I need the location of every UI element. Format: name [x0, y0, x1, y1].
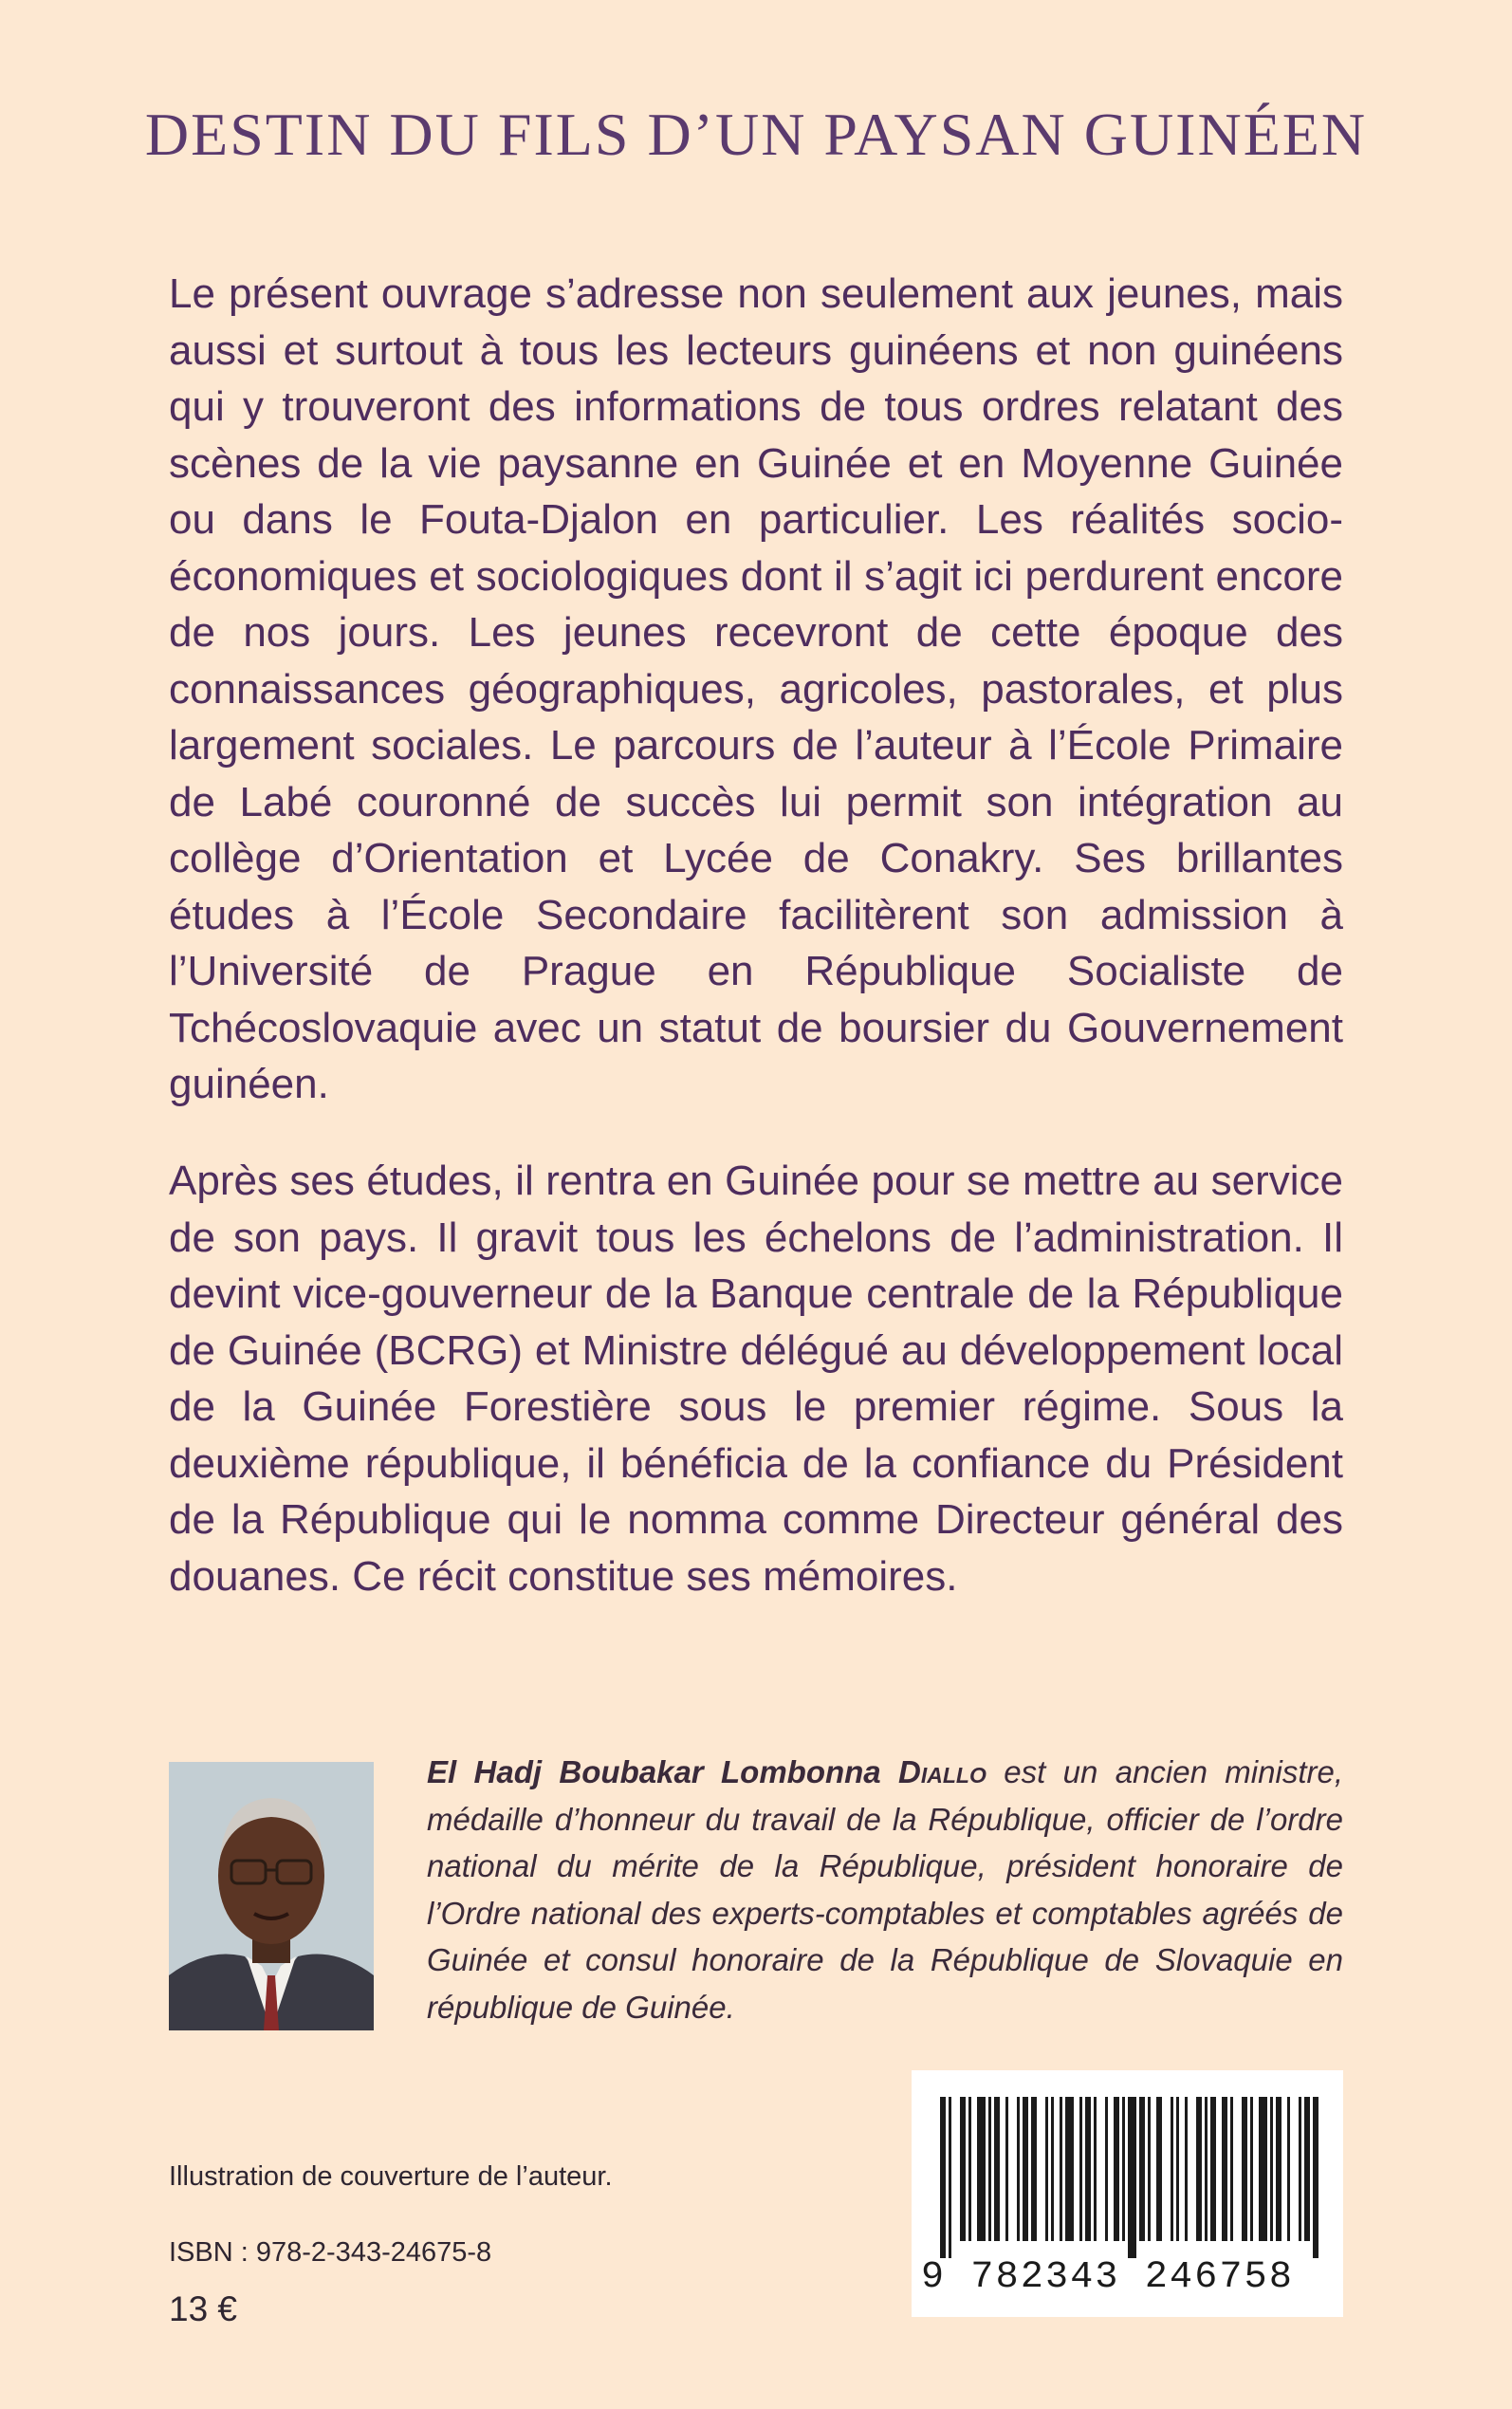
- barcode-bar: [1128, 2097, 1136, 2258]
- barcode-bar: [1313, 2097, 1318, 2258]
- barcode-bar: [1210, 2097, 1216, 2241]
- barcode-bar: [994, 2097, 1000, 2241]
- barcode-bar: [1031, 2097, 1037, 2241]
- author-bio-text: est un ancien ministre, médaille d’honneur du travail de la République, officier de l’ordre national du mérite de la République, président honoraire de l’Ordre national des experts-comptables et comptables agréés de Guinée et consul honoraire de la République de Slovaquie en république de Guinée.: [427, 1754, 1343, 2025]
- barcode-bar: [1122, 2097, 1125, 2241]
- barcode-bar: [1171, 2097, 1173, 2241]
- author-name: El Hadj Boubakar Lombonna: [427, 1754, 899, 1789]
- barcode-bar: [1060, 2097, 1062, 2241]
- barcode-bar: [1017, 2097, 1020, 2241]
- blurb-paragraph-2: Après ses études, il rentra en Guinée pour se mettre au service de son pays. Il gravit tous les échelons de l’administration. Il devint vice-gouverneur de la Banque centrale de la République de Guinée (BCRG) et Ministre délégué au développement local de la Guinée Forestière sous le premier régime. Sous la deuxième république, il bénéficia de la confiance du Président de la République qui le nomma comme Directeur général des douanes. Ce récit constitue ses mémoires.: [169, 1158, 1343, 1600]
- blurb-paragraph-1: Le présent ouvrage s’adresse non seulement aux jeunes, mais aussi et surtout à tous les lecteurs guinéens et non guinéens qui y trouveront des informations de tous ordres relatant des scènes de la vie paysanne en Guinée et en Moyenne Guinée ou dans le Fouta-Djalon en particulier. Les réalités socio-économiques et sociologiques dont il s’agit ici perdurent encore de nos jours. Les jeunes recevront de cette époque des connaissances géographiques, agricoles, pastorales, et plus largement sociales. Le parcours de l’auteur à l’École Primaire de Labé couronné de succès lui permit son intégration au collège d’Orientation et Lycée de Conakry. Ses brillantes études à l’École Secondaire facilitèrent son admission à l’Université de Prague en République Socialiste de Tchécoslovaquie avec un statut de boursier du Gouvernement guinéen.: [169, 270, 1343, 1107]
- barcode-bar: [1148, 2097, 1151, 2241]
- author-surname: Diallo: [898, 1754, 986, 1789]
- barcode-bar: [968, 2097, 971, 2241]
- barcode-bar: [1299, 2097, 1301, 2241]
- barcode-bar: [1176, 2097, 1179, 2241]
- barcode-bar: [1276, 2097, 1282, 2241]
- barcode-bars: [912, 2070, 1343, 2260]
- barcode-bar: [1079, 2097, 1082, 2241]
- barcode-bar: [988, 2097, 991, 2241]
- barcode-bar: [1094, 2097, 1097, 2241]
- barcode-bar: [1139, 2097, 1145, 2241]
- barcode-bar: [940, 2097, 946, 2258]
- barcode-bar: [960, 2097, 966, 2241]
- book-title: DESTIN DU FILS D’UN PAYSAN GUINÉEN: [144, 101, 1368, 168]
- barcode-bar: [1304, 2097, 1310, 2241]
- author-bio: [427, 1749, 1343, 2030]
- barcode-bar: [977, 2097, 986, 2241]
- barcode-digits: 9 782343 246758: [921, 2256, 1295, 2299]
- barcode-bar: [1287, 2097, 1290, 2241]
- barcode: [912, 2070, 1343, 2317]
- barcode-bar: [1250, 2097, 1253, 2241]
- barcode-bar: [1005, 2097, 1008, 2241]
- author-photo: [169, 1762, 374, 2030]
- barcode-bar: [1156, 2097, 1162, 2241]
- illustration-credit: Illustration de couverture de l’auteur.: [169, 2161, 613, 2192]
- barcode-bar: [1205, 2097, 1208, 2241]
- barcode-bar: [1045, 2097, 1048, 2241]
- barcode-bar: [1222, 2097, 1227, 2241]
- barcode-bar: [1185, 2097, 1188, 2241]
- barcode-bar: [949, 2097, 951, 2258]
- barcode-bar: [1270, 2097, 1273, 2241]
- barcode-bar: [1259, 2097, 1267, 2241]
- barcode-bar: [1114, 2097, 1119, 2241]
- barcode-bar: [1023, 2097, 1028, 2241]
- price: 13 €: [169, 2289, 238, 2328]
- barcode-bar: [1230, 2097, 1233, 2241]
- barcode-bar: [1196, 2097, 1202, 2241]
- barcode-bar: [1085, 2097, 1091, 2241]
- barcode-bar: [1105, 2097, 1108, 2241]
- barcode-bar: [1065, 2097, 1074, 2241]
- barcode-bar: [1051, 2097, 1054, 2241]
- isbn: ISBN : 978-2-343-24675-8: [169, 2237, 492, 2268]
- barcode-bar: [1242, 2097, 1247, 2241]
